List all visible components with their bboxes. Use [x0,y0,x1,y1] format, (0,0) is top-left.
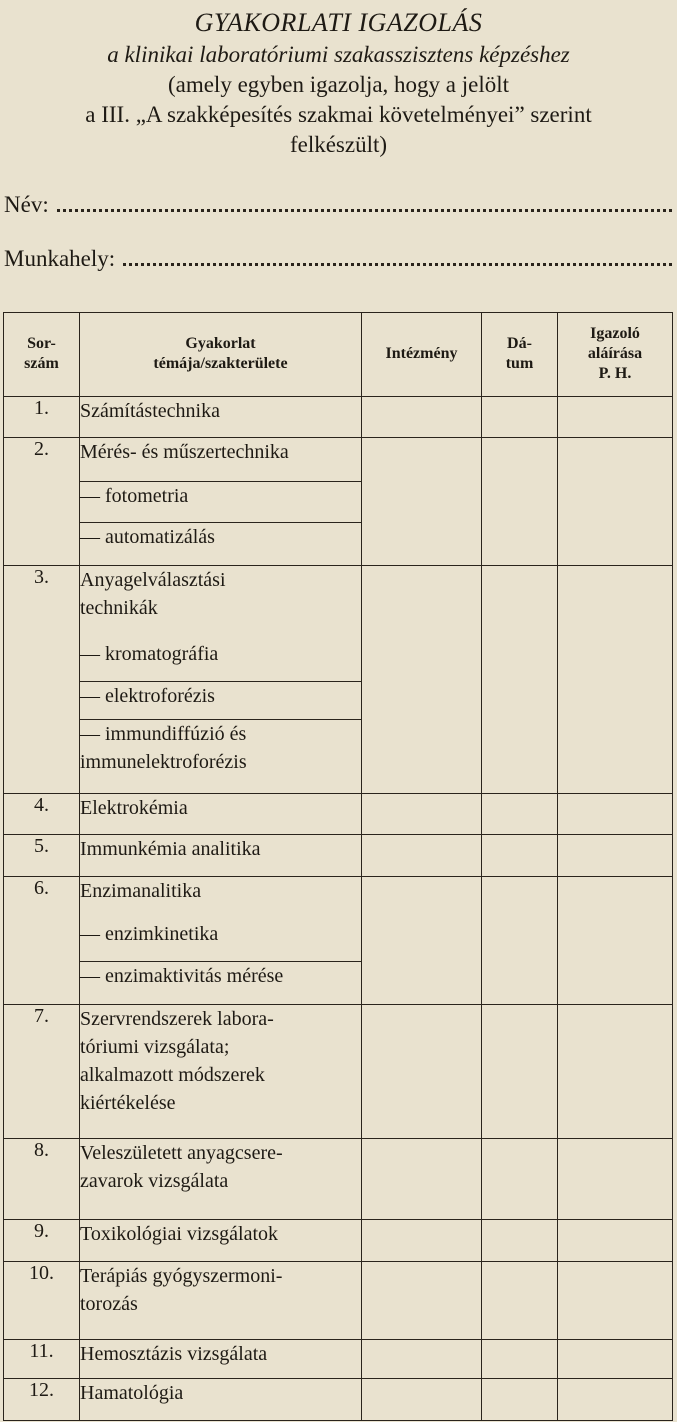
date-cell[interactable] [482,1261,558,1340]
name-label: Név: [4,192,49,217]
table-row [4,835,673,876]
row-topic: Terápiás gyógyszermoni- torozás [80,1261,362,1340]
document-subtitle: a klinikai laboratóriumi szakasszisztens képzéshez [107,42,570,67]
signature-cell[interactable] [558,566,673,794]
row-number: 10. [4,1261,80,1340]
signature-cell[interactable] [558,1261,673,1340]
signature-cell[interactable] [558,438,673,566]
workplace-label: Munkahely: [4,246,116,271]
institution-cell[interactable] [362,396,482,437]
row-subtopic: — enzimkinetika [80,920,362,961]
row-subtopic: — elektroforézis [80,682,362,719]
signature-cell[interactable] [558,794,673,835]
date-cell[interactable] [482,1379,558,1421]
signature-cell[interactable] [558,876,673,1004]
date-cell[interactable] [482,794,558,835]
row-number: 11. [4,1340,80,1379]
row-topic: Szervrendszerek labora- tóriumi vizsgálata; alkalmazott módszerek kiértékelése [80,1005,362,1139]
row-number: 2. [4,438,80,566]
institution-cell[interactable] [362,1340,482,1379]
name-field[interactable] [4,192,672,218]
institution-cell[interactable] [362,876,482,1004]
header-topic: Gyakorlat témája/szakterülete [80,313,362,397]
header-institution: Intézmény [362,313,482,397]
row-number: 3. [4,566,80,794]
institution-cell[interactable] [362,1005,482,1139]
row-topic: Számítástechnika [80,396,362,437]
row-topic: Toxikológiai vizsgálatok [80,1220,362,1261]
row-number: 5. [4,835,80,876]
row-number: 8. [4,1139,80,1220]
signature-cell[interactable] [558,396,673,437]
intro-line-1: (amely egyben igazolja, hogy a jelölt [167,72,510,97]
institution-cell[interactable] [362,1261,482,1340]
date-cell[interactable] [482,438,558,566]
institution-cell[interactable] [362,438,482,566]
row-subtopic: — automatizálás [80,522,362,565]
intro-line-2: a III. „A szakképesítés szakmai követelményei” szerint [85,102,592,127]
date-cell[interactable] [482,876,558,1004]
row-topic: Veleszületett anyagcsere- zavarok vizsgálata [80,1139,362,1220]
date-cell[interactable] [482,1220,558,1261]
institution-cell[interactable] [362,835,482,876]
table-row [4,1340,673,1379]
row-topic: Anyagelválasztási technikák [80,566,362,640]
table-row [4,1379,673,1421]
table-row [4,566,673,640]
signature-cell[interactable] [558,1220,673,1261]
row-number: 9. [4,1220,80,1261]
table-row [4,1139,673,1220]
row-number: 7. [4,1005,80,1139]
institution-cell[interactable] [362,1220,482,1261]
row-topic: Mérés- és műszertechnika [80,438,362,481]
signature-cell[interactable] [558,1379,673,1421]
header-date: Dá- tum [482,313,558,397]
row-topic: Elektrokémia [80,794,362,835]
row-subtopic: — fotometria [80,481,362,522]
row-subtopic: — enzimaktivitás mérése [80,961,362,1004]
table-row [4,876,673,919]
practice-table [3,312,673,1421]
row-number: 1. [4,396,80,437]
date-cell[interactable] [482,1340,558,1379]
row-topic: Enzimanalitika [80,876,362,919]
date-cell[interactable] [482,566,558,794]
document-header [0,0,677,160]
institution-cell[interactable] [362,1139,482,1220]
date-cell[interactable] [482,396,558,437]
intro-line-3: felkészült) [289,132,388,157]
header-num: Sor- szám [4,313,80,397]
name-dotted-line[interactable] [57,209,672,212]
row-subtopic: — immundiffúzió és immunelektroforézis [80,719,362,793]
document-title: GYAKORLATI IGAZOLÁS [194,8,483,37]
institution-cell[interactable] [362,1379,482,1421]
signature-cell[interactable] [558,835,673,876]
signature-cell[interactable] [558,1139,673,1220]
workplace-field[interactable] [4,246,672,272]
date-cell[interactable] [482,1005,558,1139]
workplace-dotted-line[interactable] [123,263,672,266]
row-number: 6. [4,876,80,1004]
table-row [4,1005,673,1139]
signature-cell[interactable] [558,1005,673,1139]
row-number: 12. [4,1379,80,1421]
institution-cell[interactable] [362,794,482,835]
row-topic: Immunkémia analitika [80,835,362,876]
table-row [4,794,673,835]
table-row [4,1220,673,1261]
institution-cell[interactable] [362,566,482,794]
row-topic: Hamatológia [80,1379,362,1421]
row-topic: Hemosztázis vizsgálata [80,1340,362,1379]
table-header-row [4,313,673,397]
table-row [4,396,673,437]
table-row [4,438,673,481]
signature-cell[interactable] [558,1340,673,1379]
header-signature: Igazoló aláírása P. H. [558,313,673,397]
date-cell[interactable] [482,835,558,876]
date-cell[interactable] [482,1139,558,1220]
row-number: 4. [4,794,80,835]
table-row [4,1261,673,1340]
row-subtopic: — kromatográfia [80,640,362,681]
